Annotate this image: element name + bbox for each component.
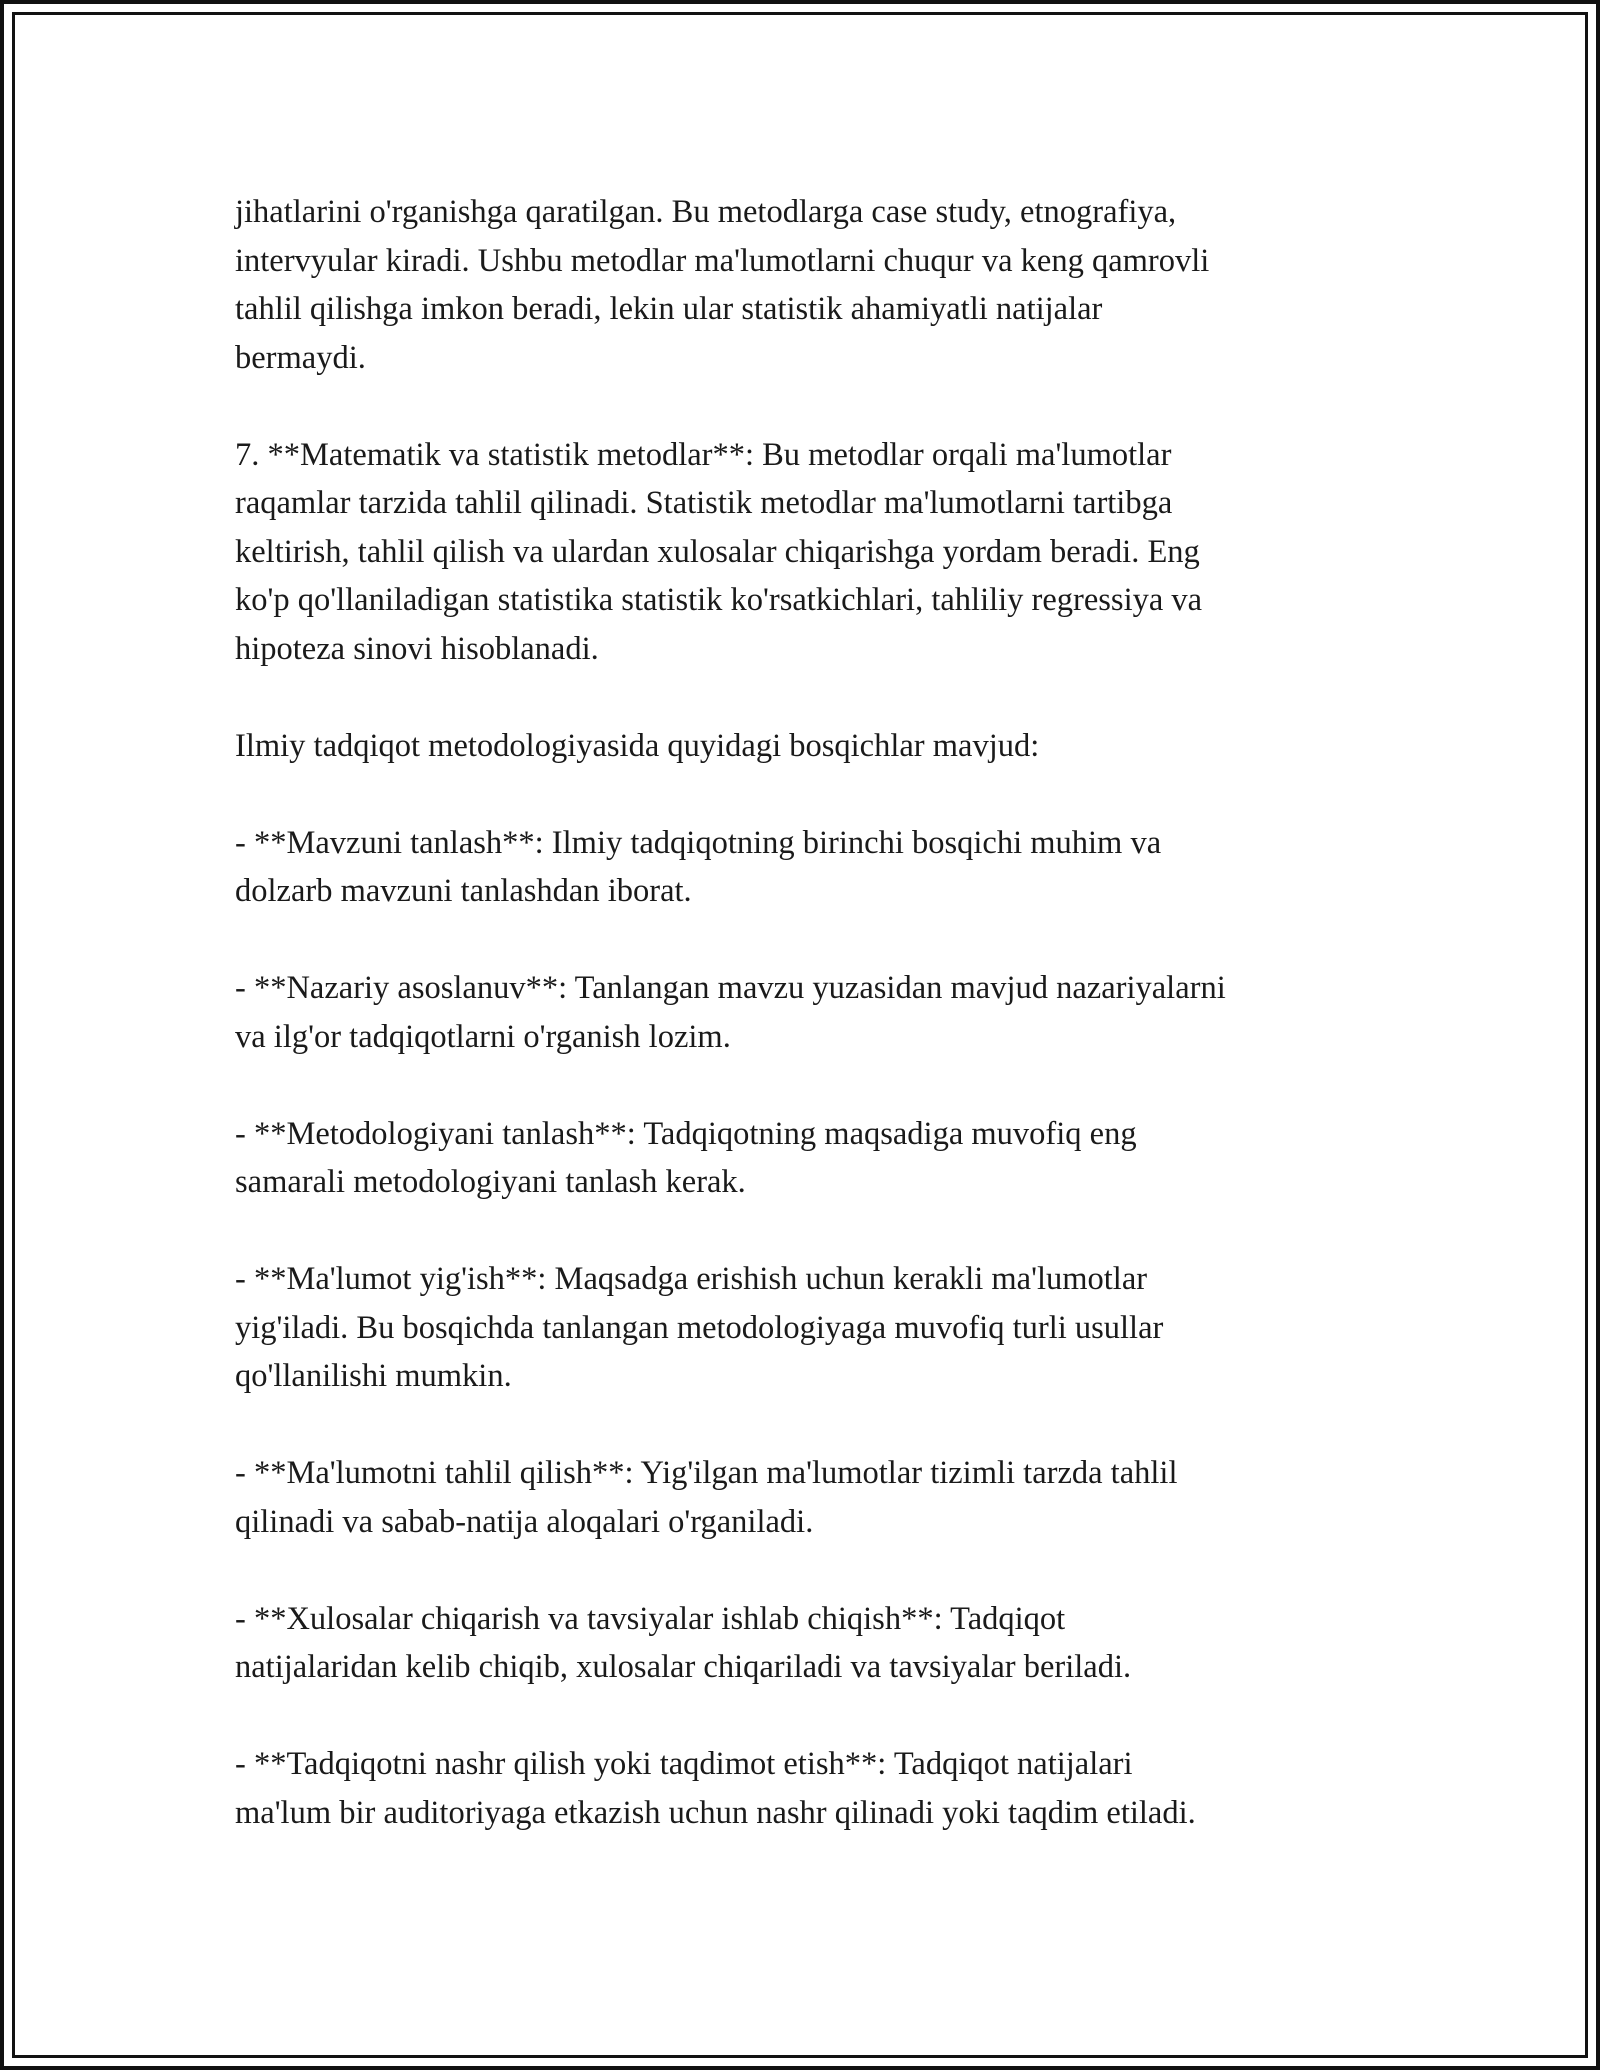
text-line: - **Ma'lumot yig'ish**: Maqsadga erishish uchun kerakli ma'lumotlar (235, 1261, 1148, 1297)
text-line: ko'p qo'llaniladigan statistika statistik ko'rsatkichlari, tahliliy regressiya va (235, 582, 1203, 618)
document-body (235, 188, 1375, 1837)
list-item-topic-selection (235, 819, 1375, 916)
text-line: bermaydi. (235, 339, 366, 376)
paragraph-stages-intro (235, 722, 1375, 771)
text-line: va ilg'or tadqiqotlarni o'rganish lozim. (235, 1018, 731, 1055)
text-line: samarali metodologiyani tanlash kerak. (235, 1164, 746, 1200)
text-line: - **Tadqiqotni nashr qilish yoki taqdimot etish**: Tadqiqot natijalari (235, 1746, 1133, 1782)
text-line: keltirish, tahlil qilish va ulardan xulosalar chiqarishga yordam beradi. Eng (235, 533, 1200, 570)
list-item-data-analysis (235, 1449, 1375, 1546)
text-line: Ilmiy tadqiqot metodologiyasida quyidagi bosqichlar mavjud: (235, 727, 1040, 764)
text-line: qilinadi va sabab-natija aloqalari o'rganiladi. (235, 1503, 814, 1540)
text-line: - **Mavzuni tanlash**: Ilmiy tadqiqotning birinchi bosqichi muhim va (235, 824, 1162, 861)
text-line: - **Ma'lumotni tahlil qilish**: Yig'ilgan ma'lumotlar tizimli tarzda tahlil (235, 1455, 1178, 1491)
text-line: jihatlarini o'rganishga qaratilgan. Bu metodlarga case study, etnografiya, (235, 194, 1177, 230)
paragraph-mathematical-statistical-methods (235, 431, 1375, 674)
text-line: - **Xulosalar chiqarish va tavsiyalar ishlab chiqish**: Tadqiqot (235, 1600, 1066, 1637)
text-line: intervyular kiradi. Ushbu metodlar ma'lumotlarni chuqur va keng qamrovli (235, 242, 1210, 279)
list-item-data-collection (235, 1255, 1375, 1401)
text-line: tahlil qilishga imkon beradi, lekin ular statistik ahamiyatli natijalar (235, 291, 1103, 327)
text-line: dolzarb mavzuni tanlashdan iborat. (235, 873, 692, 909)
text-line: raqamlar tarzida tahlil qilinadi. Statistik metodlar ma'lumotlarni tartibga (235, 485, 1173, 521)
text-line: - **Nazariy asoslanuv**: Tanlangan mavzu yuzasidan mavjud nazariyalarni (235, 970, 1226, 1006)
text-line: ma'lum bir auditoriyaga etkazish uchun nashr qilinadi yoki taqdim etiladi. (235, 1794, 1196, 1831)
text-line: natijalaridan kelib chiqib, xulosalar chiqariladi va tavsiyalar beriladi. (235, 1649, 1132, 1685)
text-line: yig'iladi. Bu bosqichda tanlangan metodologiyaga muvofiq turli usullar (235, 1309, 1164, 1346)
text-line: qo'llanilishi mumkin. (235, 1358, 512, 1394)
list-item-conclusions (235, 1595, 1375, 1692)
text-line: 7. **Matematik va statistik metodlar**: Bu metodlar orqali ma'lumotlar (235, 436, 1172, 473)
list-item-publication (235, 1740, 1375, 1837)
text-line: - **Metodologiyani tanlash**: Tadqiqotning maqsadiga muvofiq eng (235, 1115, 1137, 1152)
paragraph-qualitative-methods-continued (235, 188, 1375, 382)
list-item-theoretical-basis (235, 964, 1375, 1061)
list-item-methodology-selection (235, 1110, 1375, 1207)
text-line: hipoteza sinovi hisoblanadi. (235, 630, 599, 667)
